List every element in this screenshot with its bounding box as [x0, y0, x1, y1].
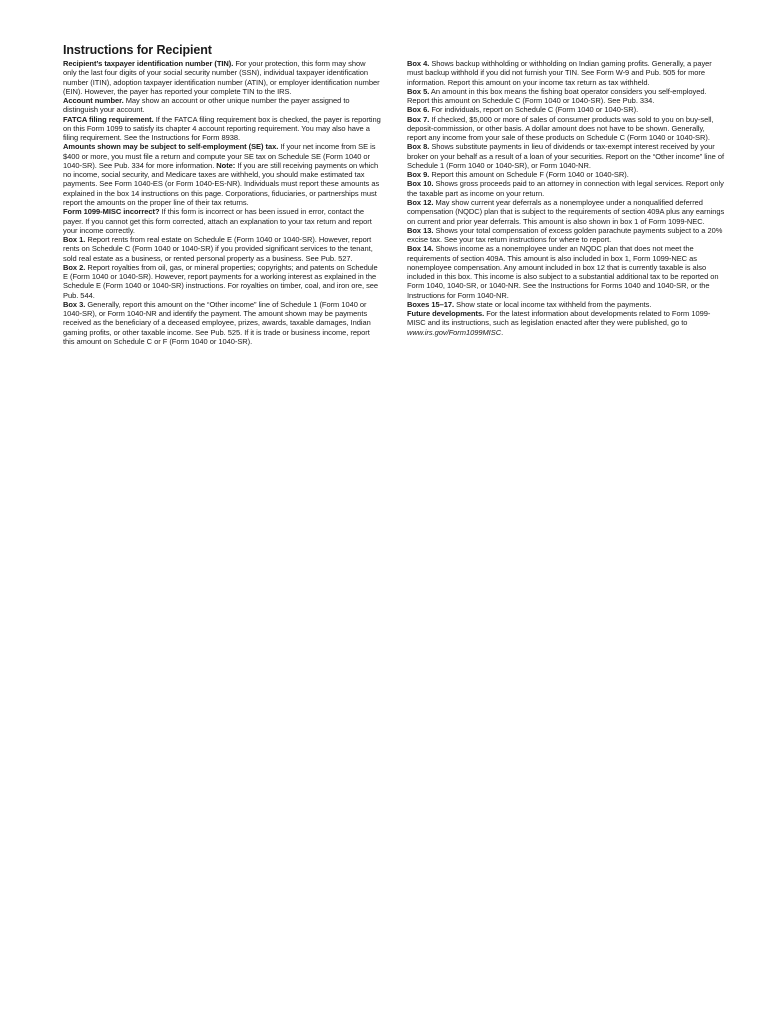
paragraph-label: Box 6.	[407, 105, 430, 115]
paragraph-form-incorrect	[63, 207, 381, 235]
paragraph-label: Boxes 15–17.	[407, 299, 455, 309]
paragraph-future-developments	[407, 309, 725, 337]
paragraph-box-12	[407, 198, 725, 226]
paragraph-box-8	[407, 142, 725, 170]
paragraph-text: Shows income as a nonemployee under an NQDC plan that does not meet the requirements of section 409A. This amount is also included in box 1, Form 1099-NEC as nonemployee compensation. Any amount included in box 12 that is currently taxable is also included in this box. This income is also subject to a substantial additional tax to be reported on Form 1040, 1040-SR, or 1040-NR. See the Instructions for Forms 1040 and 1040-SR, or the Instructions for Form 1040-NR.	[407, 244, 719, 300]
paragraph-box-6	[407, 105, 725, 114]
paragraph-text: Shows gross proceeds paid to an attorney in connection with legal services. Report only the taxable part as income on your return.	[407, 179, 724, 198]
paragraph-text: May show an account or other unique number the payer assigned to distinguish your account.	[63, 96, 350, 115]
right-column	[407, 59, 725, 337]
paragraph-box-13	[407, 226, 725, 245]
paragraph-tail: .	[501, 327, 504, 337]
page-title: Instructions for Recipient	[63, 43, 212, 57]
paragraph-box-5	[407, 87, 725, 106]
paragraph-box-7	[407, 115, 725, 143]
paragraph-text: Report rents from real estate on Schedule E (Form 1040 or 1040-SR). However, report rents on Schedule C (Form 1040 or 1040-SR) if you provided significant services to the tenant, sold real estate as a business, or rented personal property as a business. See Pub. 527.	[63, 235, 373, 263]
paragraph-box-14	[407, 244, 725, 300]
paragraph-text: If the FATCA filing requirement box is checked, the payer is reporting on this Form 1099 to satisfy its chapter 4 account reporting requirement. You may also have a filing requirement. See the Instructions for Form 8938.	[63, 114, 381, 143]
paragraph-label: Box 3.	[63, 299, 86, 309]
paragraph-label: Box 12.	[407, 197, 434, 207]
paragraph-text: For the latest information about developments related to Form 1099-MISC and its instructions, such as legislation enacted after they were published, go to	[407, 309, 711, 328]
paragraph-text: May show current year deferrals as a nonemployee under a nonqualified deferred compensation (NQDC) plan that is subject to the requirements of section 409A plus any earnings on current and prior year deferrals. This amount is also shown in box 1 of Form 1099-NEC.	[407, 197, 725, 226]
paragraph-label: Box 10.	[407, 179, 434, 189]
paragraph-label: Box 4.	[407, 59, 430, 68]
paragraph-recipient-tin	[63, 59, 381, 96]
paragraph-label: Box 7.	[407, 114, 430, 124]
paragraph-text: For your protection, this form may show only the last four digits of your social security number (SSN), individual taxpayer identification number (ITIN), adoption taxpayer identification number (ATIN), or employer identification number (EIN). However, the payer has reported your complete TIN to the IRS.	[63, 59, 380, 96]
paragraph-label: Box 5.	[407, 86, 430, 96]
paragraph-label: Box 8.	[407, 142, 430, 152]
paragraph-text: Shows substitute payments in lieu of dividends or tax-exempt interest received by your broker on your behalf as a result of a loan of your securities. Report on the “Other income” line of Schedule 1 (Form 1040 or 1040-SR), or Form 1040-NR.	[407, 142, 724, 170]
paragraph-label: Account number.	[63, 96, 124, 106]
paragraph-text: Report royalties from oil, gas, or mineral properties; copyrights; and patents on Schedule E (Form 1040 or 1040-SR). However, report payments for a working interest as explained in the Schedule E (Form 1040 or 1040-SR) instructions. For royalties on timber, coal, and iron ore, see Pub. 544.	[63, 262, 379, 300]
paragraph-text: If checked, $5,000 or more of sales of consumer products was sold to you on buy-sell, deposit-commission, or other basis. A dollar amount does not have to be shown. Generally, report any income from your sale of these products on Schedule C (Form 1040 or 1040-SR).	[407, 114, 714, 143]
paragraph-box-10	[407, 179, 725, 198]
paragraph-boxes-15-17	[407, 300, 725, 309]
paragraph-box-2	[63, 263, 381, 300]
paragraph-label: Future developments.	[407, 309, 485, 319]
paragraph-label: Recipient’s taxpayer identification number (TIN).	[63, 59, 234, 68]
note-label: Note:	[216, 160, 236, 170]
paragraph-label: FATCA filing requirement.	[63, 114, 154, 124]
note-text: If you are still receiving payments on which no income, social security, and Medicare taxes are withheld, you should make estimated tax payments. See Form 1040-ES (or Form 1040-ES-NR). Individuals must report these amounts as explained in the box 14 instructions on this page. Corporations, fiduciaries, or partnerships must report the amounts on the proper line of their tax returns.	[63, 160, 380, 207]
paragraph-text: If this form is incorrect or has been issued in error, contact the payer. If you cannot get this form corrected, attach an explanation to your tax return and report your income correctly.	[63, 207, 372, 235]
paragraph-box-9	[407, 170, 725, 179]
paragraph-text: Generally, report this amount on the “Other income” line of Schedule 1 (Form 1040 or 1040-SR), or Form 1040-NR and identify the payment. The amount shown may be payments received as the beneficiary of a deceased employee, prizes, awards, taxable damages, Indian gaming profits, or other taxable income. See Pub. 525. If it is trade or business income, report this amount on Schedule C or F (Form 1040 or 1040-SR).	[63, 299, 371, 346]
paragraph-label: Box 14.	[407, 244, 434, 254]
paragraph-label: Box 2.	[63, 262, 86, 272]
paragraph-label: Box 9.	[407, 170, 430, 180]
paragraph-text: Shows your total compensation of excess golden parachute payments subject to a 20% excise tax. See your tax return instructions for where to report.	[407, 225, 723, 245]
paragraph-text: Shows backup withholding or withholding on Indian gaming profits. Generally, a payer must backup withhold if you did not furnish your TIN. See Form W-9 and Pub. 505 for more information. Report this amount on your income tax return as tax withheld.	[407, 59, 712, 87]
paragraph-fatca	[63, 115, 381, 143]
paragraph-label: Amounts shown may be subject to self-employment (SE) tax.	[63, 142, 279, 152]
paragraph-label: Box 13.	[407, 225, 434, 235]
paragraph-label: Box 1.	[63, 235, 86, 245]
paragraph-text: If your net income from SE is $400 or more, you must file a return and compute your SE tax on Schedule SE (Form 1040 or 1040-SR). See Pub. 334 for more information.	[63, 142, 376, 170]
paragraph-text: Report this amount on Schedule F (Form 1040 or 1040-SR).	[431, 170, 629, 180]
paragraph-se-tax	[63, 142, 381, 207]
paragraph-text: For individuals, report on Schedule C (Form 1040 or 1040-SR).	[431, 105, 639, 115]
paragraph-text: An amount in this box means the fishing boat operator considers you self-employed. Report this amount on Schedule C (Form 1040 or 1040-SR). See Pub. 334.	[407, 86, 707, 106]
paragraph-box-1	[63, 235, 381, 263]
irs-form-link[interactable]: www.irs.gov/Form1099MISC	[407, 327, 502, 337]
left-column	[63, 59, 381, 346]
paragraph-box-4	[407, 59, 725, 87]
paragraph-label: Form 1099-MISC incorrect?	[63, 207, 160, 217]
paragraph-text: Show state or local income tax withheld from the payments.	[456, 299, 652, 309]
paragraph-box-3	[63, 300, 381, 346]
paragraph-account-number	[63, 96, 381, 115]
